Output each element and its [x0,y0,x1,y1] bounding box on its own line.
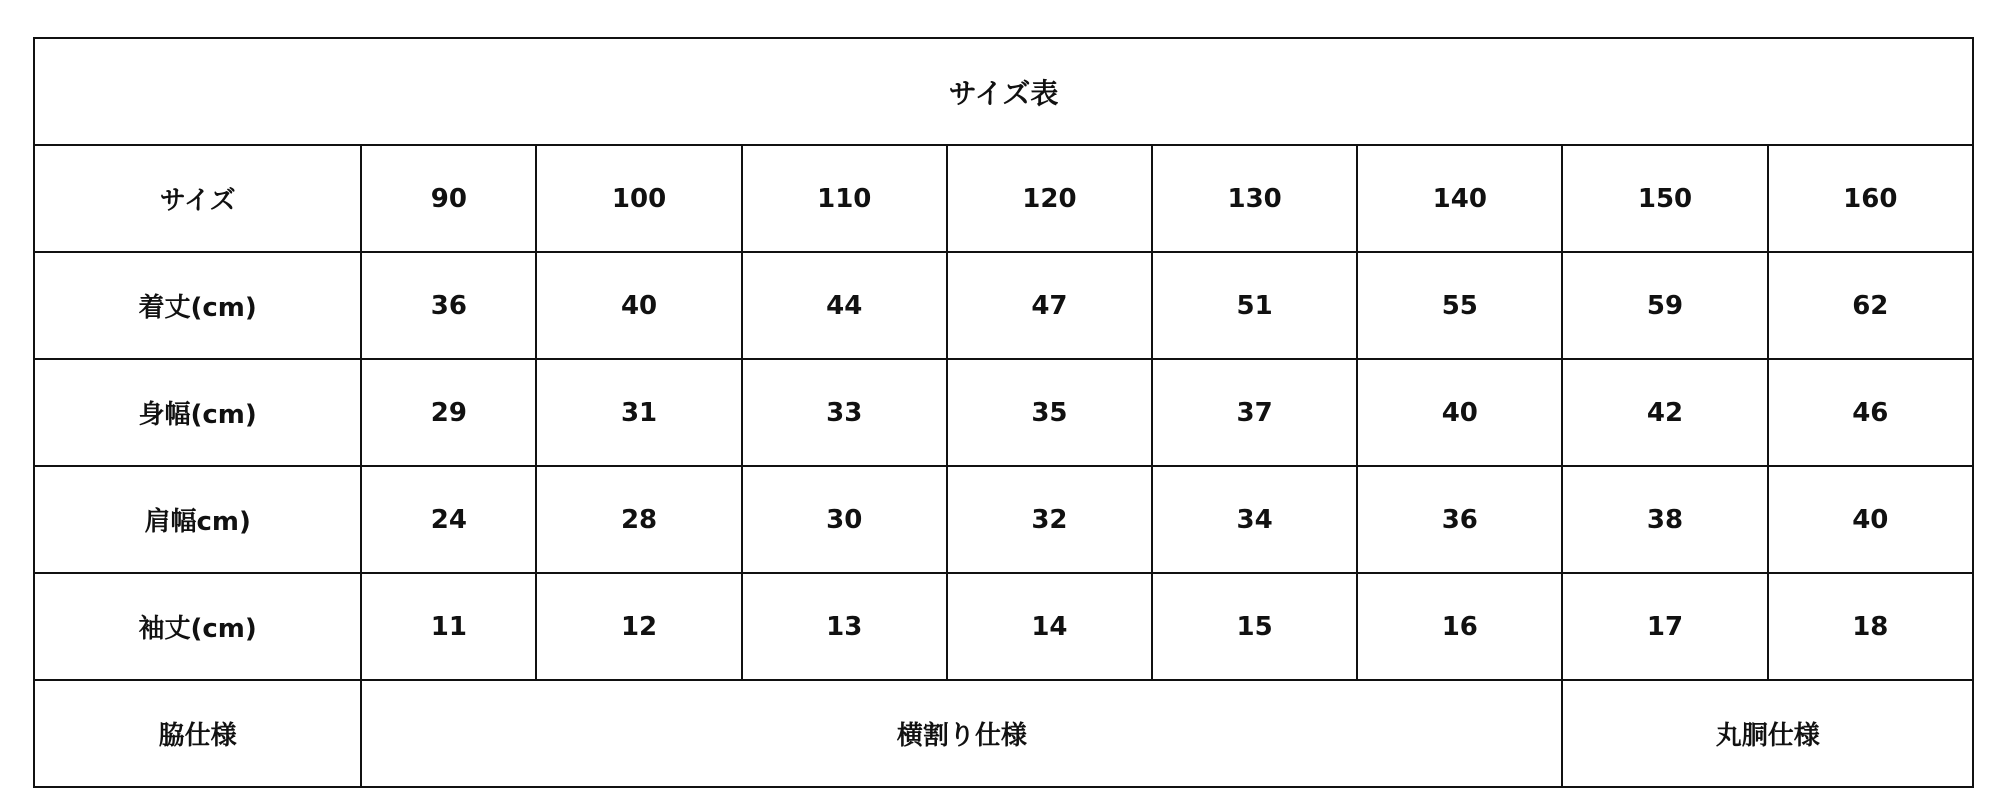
table-cell: 18 [1768,573,1973,680]
table-cell: 12 [536,573,741,680]
row-label: 肩幅cm) [34,466,361,573]
side-spec-row [34,680,1973,787]
table-cell: 11 [361,573,536,680]
size-header-row [34,145,1973,252]
size-header-cell: 90 [361,145,536,252]
table-cell: 35 [947,359,1152,466]
table-cell: 31 [536,359,741,466]
table-cell: 51 [1152,252,1357,359]
row-label: 脇仕様 [34,680,361,787]
spec-cell-marudou: 丸胴仕様 [1562,680,1973,787]
table-cell: 36 [361,252,536,359]
table-cell: 40 [536,252,741,359]
size-header-cell: 130 [1152,145,1357,252]
table-cell: 17 [1562,573,1767,680]
table-cell: 32 [947,466,1152,573]
table-cell: 40 [1357,359,1562,466]
table-row [34,252,1973,359]
table-cell: 13 [742,573,947,680]
size-header-cell: 160 [1768,145,1973,252]
table-cell: 36 [1357,466,1562,573]
table-cell: 40 [1768,466,1973,573]
table-row [34,359,1973,466]
table-title: サイズ表 [34,38,1973,145]
table-cell: 16 [1357,573,1562,680]
row-label: 着丈(cm) [34,252,361,359]
size-header-cell: 120 [947,145,1152,252]
table-cell: 38 [1562,466,1767,573]
size-header-cell: 140 [1357,145,1562,252]
size-header-cell: 100 [536,145,741,252]
table-cell: 55 [1357,252,1562,359]
row-label: 袖丈(cm) [34,573,361,680]
table-cell: 46 [1768,359,1973,466]
table-row [34,573,1973,680]
table-cell: 44 [742,252,947,359]
row-label: サイズ [34,145,361,252]
table-cell: 14 [947,573,1152,680]
table-cell: 37 [1152,359,1357,466]
table-cell: 24 [361,466,536,573]
table-cell: 15 [1152,573,1357,680]
table-cell: 28 [536,466,741,573]
size-header-cell: 150 [1562,145,1767,252]
table-cell: 59 [1562,252,1767,359]
table-cell: 62 [1768,252,1973,359]
table-cell: 42 [1562,359,1767,466]
title-row [34,38,1973,145]
table-cell: 30 [742,466,947,573]
table-cell: 47 [947,252,1152,359]
size-header-cell: 110 [742,145,947,252]
table-cell: 34 [1152,466,1357,573]
table-cell: 33 [742,359,947,466]
table-cell: 29 [361,359,536,466]
size-table [33,37,1974,788]
table-row [34,466,1973,573]
row-label: 身幅(cm) [34,359,361,466]
spec-cell-yokowari: 横割り仕様 [361,680,1562,787]
